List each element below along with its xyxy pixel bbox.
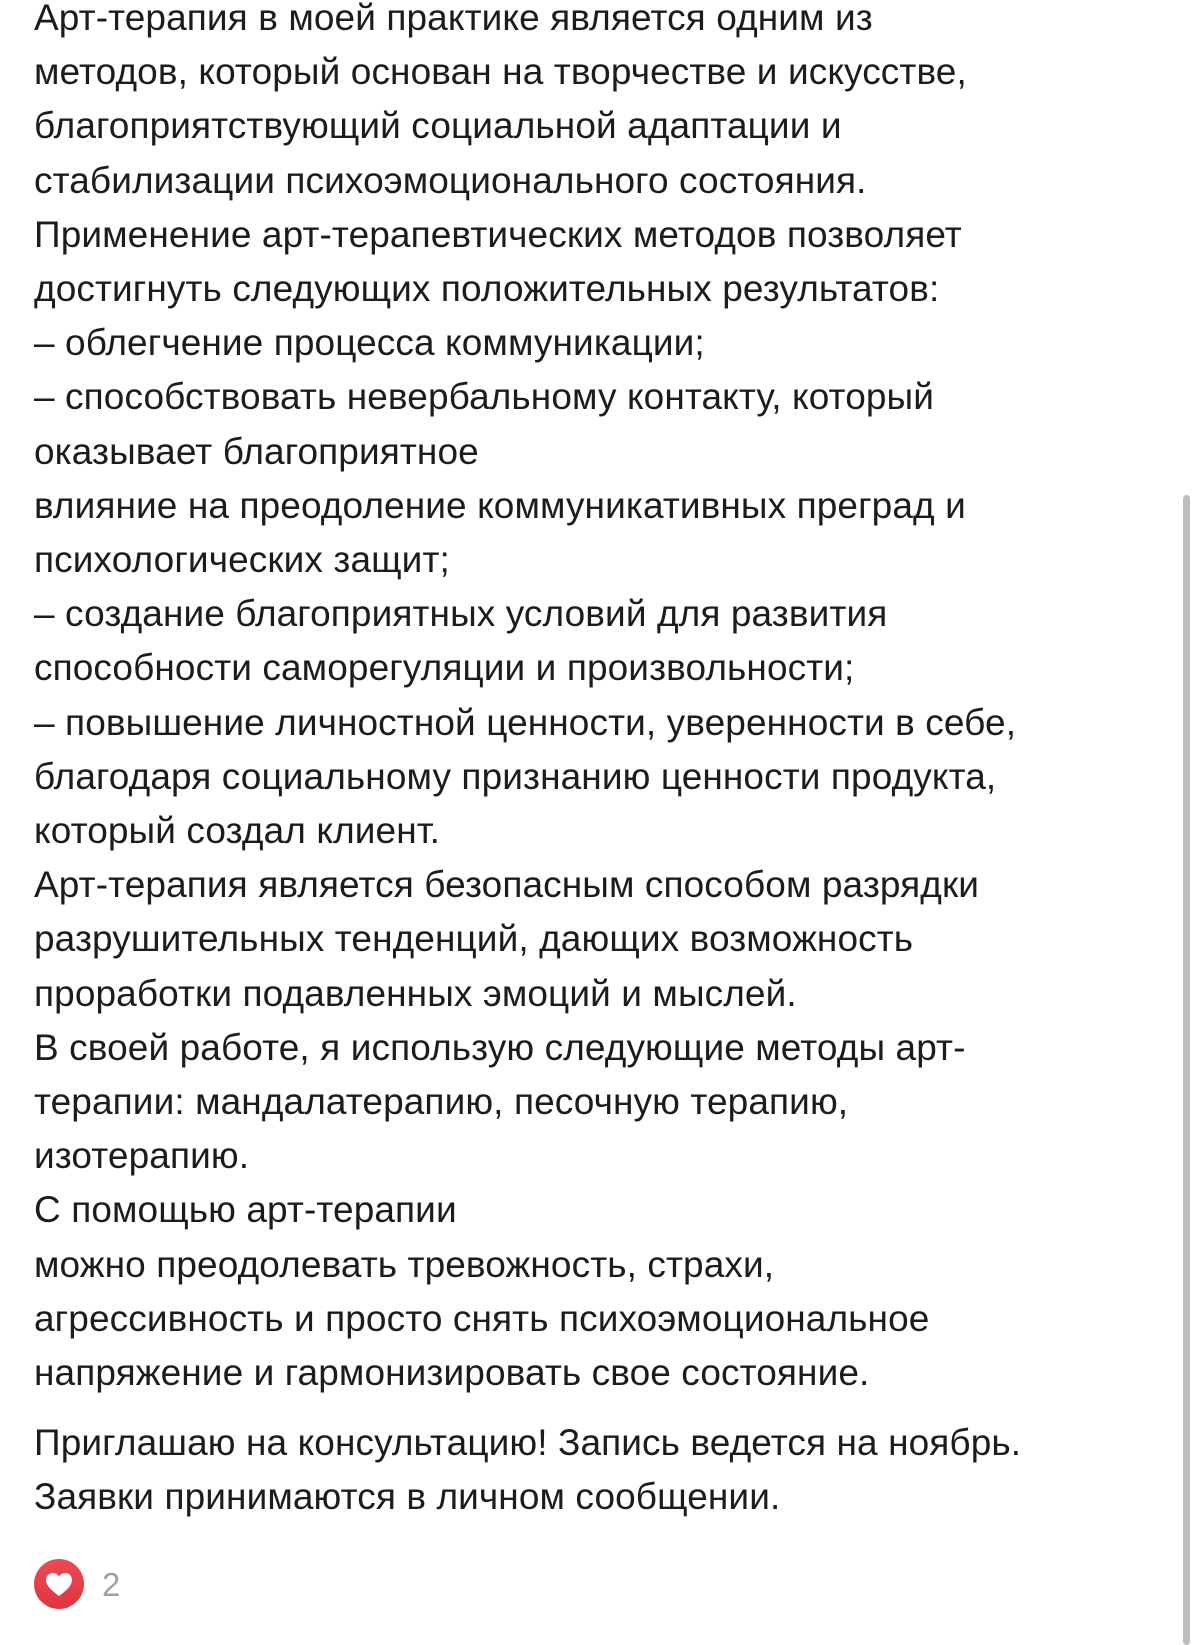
scrollbar[interactable] xyxy=(1183,495,1190,1645)
post-line: психологических защит; xyxy=(34,539,450,581)
like-button[interactable] xyxy=(34,1559,84,1609)
post-line: Приглашаю на консультацию! Запись ведется на ноябрь. xyxy=(34,1422,1022,1464)
like-count: 2 xyxy=(102,1565,121,1603)
post-closing xyxy=(34,1416,1174,1524)
post-line: благоприятствующий социальной адаптации и xyxy=(34,105,842,147)
post-line: благодаря социальному признанию ценности продукта, xyxy=(34,755,997,797)
post-line: С помощью арт-терапии xyxy=(34,1189,457,1231)
post-line: Применение арт-терапевтических методов позволяет xyxy=(34,213,962,255)
post-line: агрессивность и просто снять психоэмоциональное xyxy=(34,1297,930,1339)
post-line: можно преодолевать тревожность, страхи, xyxy=(34,1243,775,1285)
post-line: Арт-терапия является безопасным способом разрядки xyxy=(34,864,980,906)
post-line: – способствовать невербальному контакту, который xyxy=(34,376,935,418)
post-line: оказывает благоприятное xyxy=(34,430,479,472)
post-line: который создал клиент. xyxy=(34,810,441,852)
post-line: – облегчение процесса коммуникации; xyxy=(34,322,705,364)
post-line: напряжение и гармонизировать свое состояние. xyxy=(34,1352,870,1394)
paragraph-gap xyxy=(34,1400,1174,1416)
post-line: – создание благоприятных условий для развития xyxy=(34,593,888,635)
post-line: влияние на преодоление коммуникативных преград и xyxy=(34,484,966,526)
post-line: – повышение личностной ценности, уверенности в себе, xyxy=(34,701,1017,743)
post-line: В своей работе, я использую следующие методы арт- xyxy=(34,1026,966,1068)
post-line: Заявки принимаются в личном сообщении. xyxy=(34,1476,781,1518)
post-line: проработки подавленных эмоций и мыслей. xyxy=(34,972,797,1014)
post-text xyxy=(34,0,1174,1525)
post-line: достигнуть следующих положительных результатов: xyxy=(34,268,940,310)
reactions-bar xyxy=(34,1559,120,1609)
post-line: разрушительных тенденций, дающих возможность xyxy=(34,918,914,960)
post-line: способности саморегуляции и произвольности; xyxy=(34,647,855,689)
post-line: терапии: мандалатерапию, песочную терапию, xyxy=(34,1081,849,1123)
heart-icon xyxy=(45,1572,73,1597)
post-line: стабилизации психоэмоционального состояния. xyxy=(34,159,867,201)
post-line: методов, который основан на творчестве и искусстве, xyxy=(34,51,967,93)
post-line: изотерапию. xyxy=(34,1135,250,1177)
post-line: Арт-терапия в моей практике является одним из xyxy=(34,0,873,38)
post-body xyxy=(34,0,1174,1400)
